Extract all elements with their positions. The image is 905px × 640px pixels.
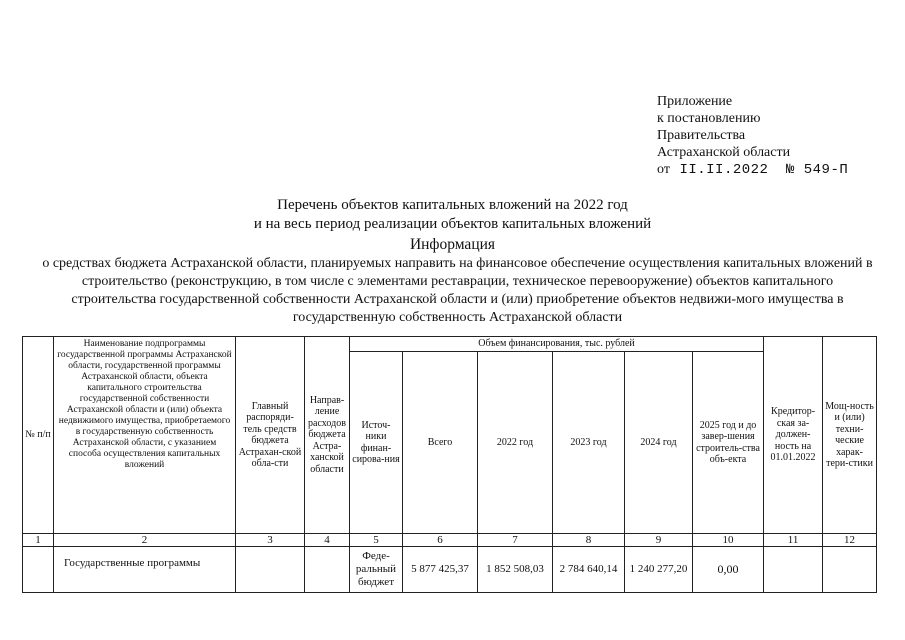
- column-number: 5: [350, 534, 403, 547]
- financing-table: [22, 336, 877, 593]
- column-number: 9: [625, 534, 693, 547]
- header-total: Всего: [403, 352, 478, 534]
- header-2025: 2025 год и до завер-шения строитель-ства объ-екта: [693, 352, 764, 534]
- row-source: Феде-ральный бюджет: [350, 547, 403, 593]
- header-2022: 2022 год: [478, 352, 553, 534]
- header-num: № п/п: [23, 337, 54, 534]
- title-line-2: и на весь период реализации объектов капитальных вложений: [253, 216, 652, 232]
- row-2023: 2 784 640,14: [553, 547, 625, 593]
- column-number: 11: [764, 534, 823, 547]
- info-heading: Информация: [409, 236, 496, 253]
- row-2024: 1 240 277,20: [625, 547, 693, 593]
- appendix-date-line: [657, 161, 848, 179]
- header-2023: 2023 год: [553, 352, 625, 534]
- column-number: 4: [305, 534, 350, 547]
- appendix-date: II.II.2022: [679, 162, 769, 178]
- document-title: [0, 196, 905, 234]
- appendix-date-prefix: от: [657, 162, 670, 177]
- table-row: [23, 547, 877, 593]
- row-distributor: [236, 547, 305, 593]
- header-name: Наименование подпрограммы государственной программы Астраханской области, государственной программы Астраханской области, объекта капитального строительства государственной собственности Астраханской области и (или) объекта недвижимого имущества, приобретаемого в государственную собственность Астраханской области, с указанием способа осуществления капитальных вложений: [54, 337, 236, 534]
- column-number: 6: [403, 534, 478, 547]
- column-number: 1: [23, 534, 54, 547]
- row-num: [23, 547, 54, 593]
- column-number: 3: [236, 534, 305, 547]
- header-2024: 2024 год: [625, 352, 693, 534]
- appendix-number: № 549-П: [785, 162, 849, 178]
- row-2025: 0,00: [693, 547, 764, 593]
- column-number: 2: [54, 534, 236, 547]
- row-capacity: [823, 547, 877, 593]
- row-name: Государственные программы: [54, 547, 236, 593]
- header-source: Источ-ники финан-сирова-ния: [350, 352, 403, 534]
- appendix-line: Астраханской области: [657, 145, 791, 160]
- header-debt: Кредитор-ская за-должен-ность на 01.01.2022: [764, 337, 823, 534]
- row-2022: 1 852 508,03: [478, 547, 553, 593]
- title-line-1: Перечень объектов капитальных вложений на 2022 год: [277, 197, 628, 213]
- header-capacity: Мощ-ность и (или) техни-ческие харак-тери-стики: [823, 337, 877, 534]
- header-distributor: Главный распоряди-тель средств бюджета Астрахан-ской обла-сти: [236, 337, 305, 534]
- row-total: 5 877 425,37: [403, 547, 478, 593]
- header-direction: Направ-ление расходов бюджета Астра-ханской области: [305, 337, 350, 534]
- appendix-block: [657, 93, 848, 179]
- appendix-line: Правительства: [657, 128, 746, 143]
- info-text: о средствах бюджета Астраханской области, планируемых направить на финансовое обеспечение осуществления капитальных вложений в строительство (реконструкцию, в том числе с элементами реставрации, техническое перевооружение) объектов капитального строительства государственной собственности Астраханской области и (или) приобретение объектов недвижи-мого имущества в государственную собственность Астраханской области: [42, 256, 873, 325]
- column-number: 10: [693, 534, 764, 547]
- column-number: 8: [553, 534, 625, 547]
- header-financing-group: Объем финансирования, тыс. рублей: [350, 337, 764, 352]
- appendix-line: Приложение: [657, 94, 733, 109]
- row-debt: [764, 547, 823, 593]
- column-number: 7: [478, 534, 553, 547]
- column-number: 12: [823, 534, 877, 547]
- row-direction: [305, 547, 350, 593]
- appendix-line: к постановлению: [657, 111, 761, 126]
